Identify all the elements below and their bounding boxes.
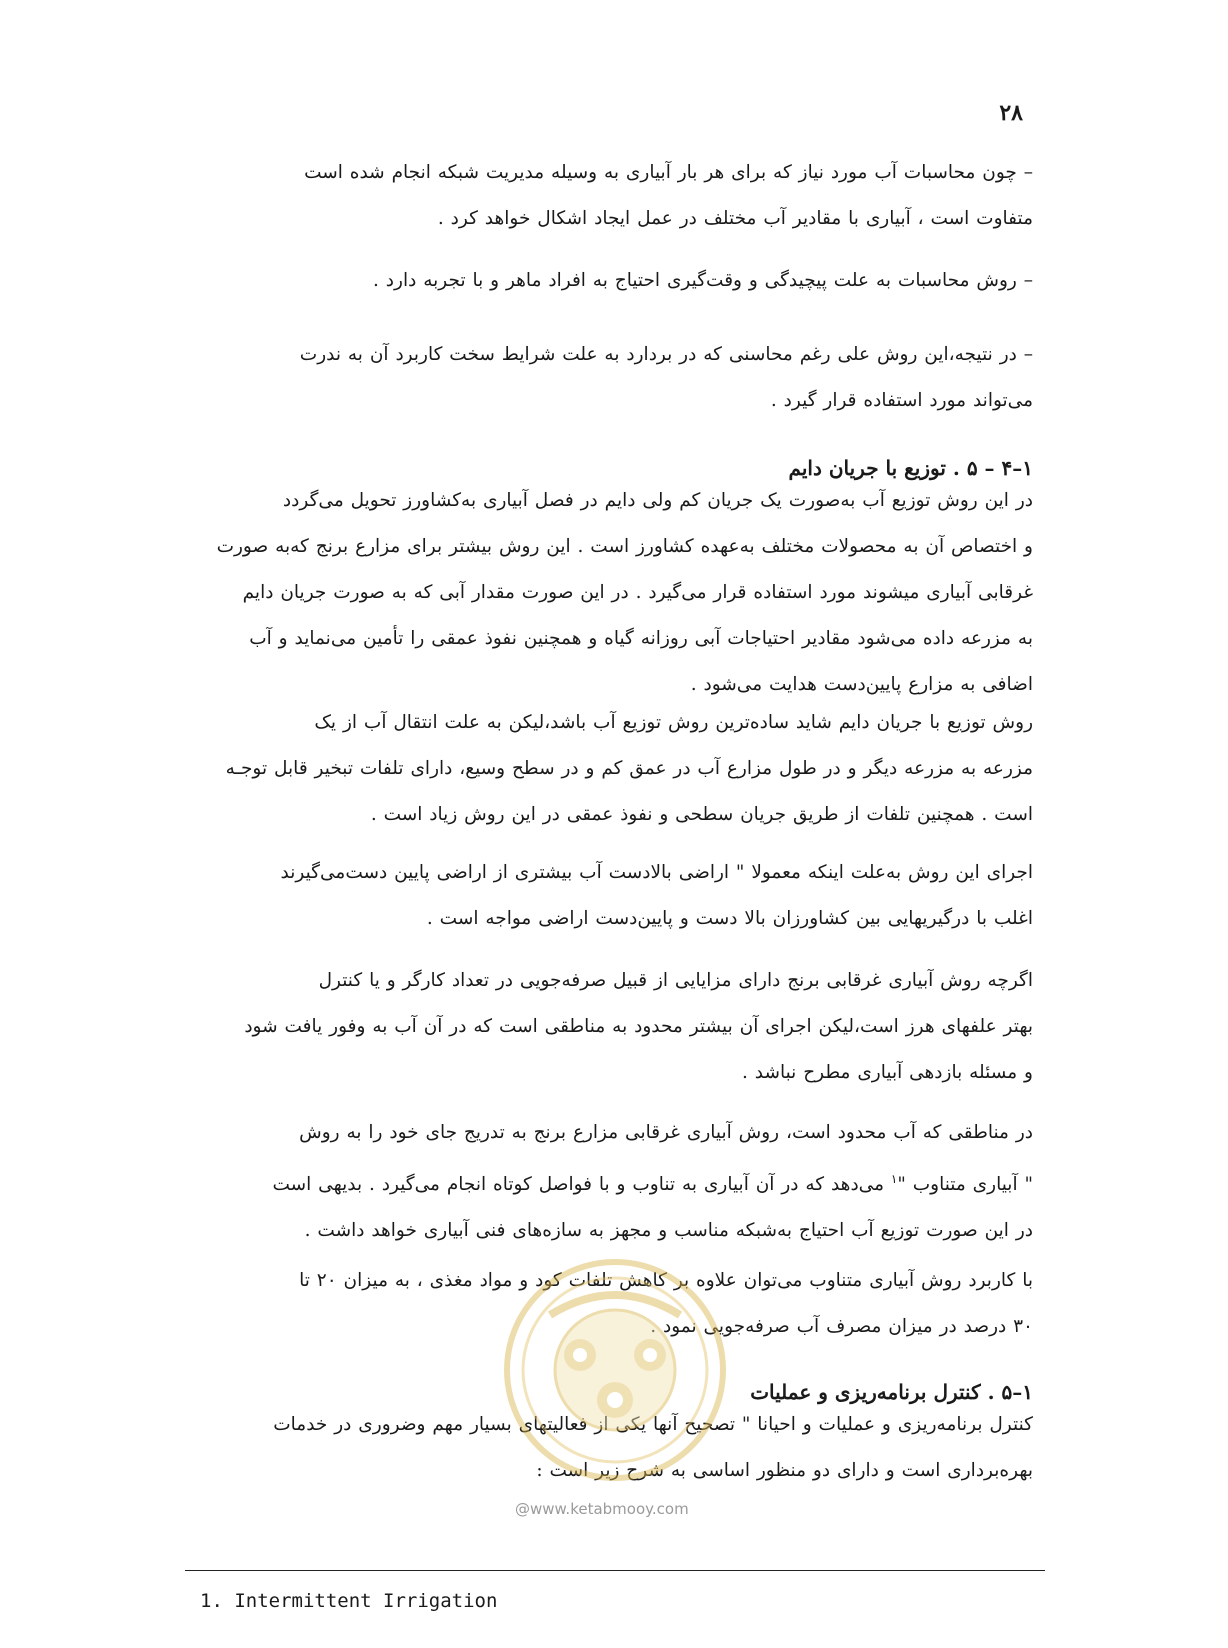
text-line: – چون محاسبات آب مورد نیاز که برای هر بار آبیاری به وسیله مدیریت شبکه انجام شده است	[304, 162, 1033, 183]
text-line: اجرای این روش به‌علت اینکه معمولا " اراضی بالادست آب بیشتری از اراضی پایین دست‌می‌گیرند	[280, 862, 1033, 883]
watermark-url: @www.ketabmooy.com	[515, 1500, 689, 1518]
paragraph-flood-advantages	[173, 958, 1033, 1096]
text-line: به مزرعه داده می‌شود مقادیر احتیاجات آبی روزانه گیاه و همچنین نفوذ عمقی را تأمین می‌نماید و آب	[249, 628, 1033, 649]
text-line	[173, 1156, 1033, 1208]
text-segment: می‌دهد که در آن آبیاری به تناوب و با فواصل کوتاه انجام می‌گیرد . بدیهی است	[272, 1174, 891, 1196]
text-line: در این صورت توزیع آب احتیاج به‌شبکه مناسب و مجهز به سازه‌های فنی آبیاری خواهد داشت .	[304, 1220, 1033, 1242]
paragraph-continuous-flow	[173, 478, 1033, 708]
text-line: کنترل برنامه‌ریزی و عملیات و احیانا " تصحیح آنها یکی از فعالیتهای بسیار مهم وضروری در خدمات	[273, 1414, 1033, 1435]
text-line: اغلب با درگیریهایی بین کشاورزان بالا دست و پایین‌دست اراضی مواجه است .	[426, 908, 1033, 929]
section-heading-control: ۱–۵ . کنترل برنامه‌ریزی و عملیات	[750, 1380, 1033, 1404]
text-line: مزرعه به مزرعه دیگر و در طول مزارع آب در عمق کم و در سطح وسیع، دارای تلفات تبخیر قابل توجـه	[225, 758, 1033, 779]
text-line: در مناطقی که آب محدود است، روش آبیاری غرقابی مزارع برنج به تدریج جای خود را به روش	[299, 1122, 1033, 1143]
section-heading-continuous-flow: ۱–۴ – ۵ . توزیع با جریان دایم	[788, 456, 1033, 480]
text-line: غرقابی آبیاری میشوند مورد استفاده قرار می‌گیرد . در این صورت مقدار آبی که به صورت جریان دایم	[242, 582, 1033, 603]
paragraph-losses	[173, 700, 1033, 838]
paragraph-control	[173, 1402, 1033, 1494]
footnote-marker: ۱	[890, 1172, 898, 1186]
text-line: ۳۰ درصد در میزان مصرف آب صرفه‌جویی نمود .	[650, 1316, 1033, 1337]
paragraph-savings	[173, 1258, 1033, 1350]
text-line: روش توزیع با جریان دایم شاید ساده‌ترین روش توزیع آب باشد،لیکن به علت انتقال آب از یک	[314, 712, 1033, 733]
text-line: اگرچه روش آبیاری غرقابی برنج دارای مزایایی از قبیل صرفه‌جویی در تعداد کارگر و یا کنترل	[318, 970, 1033, 991]
paragraph-conclusion	[173, 332, 1033, 424]
text-line: است . همچنین تلفات از طریق جریان سطحی و نفوذ عمقی در این روش زیاد است .	[370, 804, 1033, 825]
text-line: – در نتیجه،این روش علی رغم محاسنی که در بردارد به علت شرایط سخت کاربرد آن به ندرت	[299, 344, 1033, 365]
paragraph-conflicts	[173, 850, 1033, 942]
paragraph-calc-variation	[173, 150, 1033, 242]
text-line: در این روش توزیع آب به‌صورت یک جریان کم ولی دایم در فصل آبیاری به‌کشاورز تحویل می‌گردد	[282, 490, 1033, 511]
text-line: اضافی به مزارع پایین‌دست هدایت می‌شود .	[690, 674, 1033, 695]
text-line: و اختصاص آن به محصولات مختلف به‌عهده کشاورز است . این روش بیشتر برای مزارع برنج که‌به صورت	[216, 536, 1033, 557]
text-line: با کاربرد روش آبیاری متناوب می‌توان علاوه بر کاهش تلفات کود و مواد مغذی ، به میزان ۲۰ تا	[299, 1270, 1033, 1291]
footnote: 1. Intermittent Irrigation	[200, 1590, 498, 1612]
text-line: بهتر علفهای هرز است،لیکن اجرای آن بیشتر محدود به مناطقی است که در آن آب به وفور یافت شود	[244, 1016, 1033, 1037]
text-line: بهره‌برداری است و دارای دو منظور اساسی به شرح زیر است :	[536, 1460, 1033, 1481]
text-line: و مسئله بازدهی آبیاری مطرح نباشد .	[741, 1062, 1033, 1083]
paragraph-intermittent	[173, 1110, 1033, 1254]
text-line: – روش محاسبات به علت پیچیدگی و وقت‌گیری احتیاج به افراد ماهر و با تجربه دارد .	[373, 270, 1033, 291]
paragraph-calc-complexity	[173, 258, 1033, 304]
page-number: ۲۸	[999, 100, 1023, 126]
text-line: متفاوت است ، آبیاری با مقادیر آب مختلف در عمل ایجاد اشکال خواهد کرد .	[437, 208, 1033, 229]
quoted-term: " آبیاری متناوب "	[897, 1174, 1033, 1196]
text-line: می‌تواند مورد استفاده قرار گیرد .	[770, 390, 1033, 411]
footnote-divider	[185, 1570, 1045, 1571]
